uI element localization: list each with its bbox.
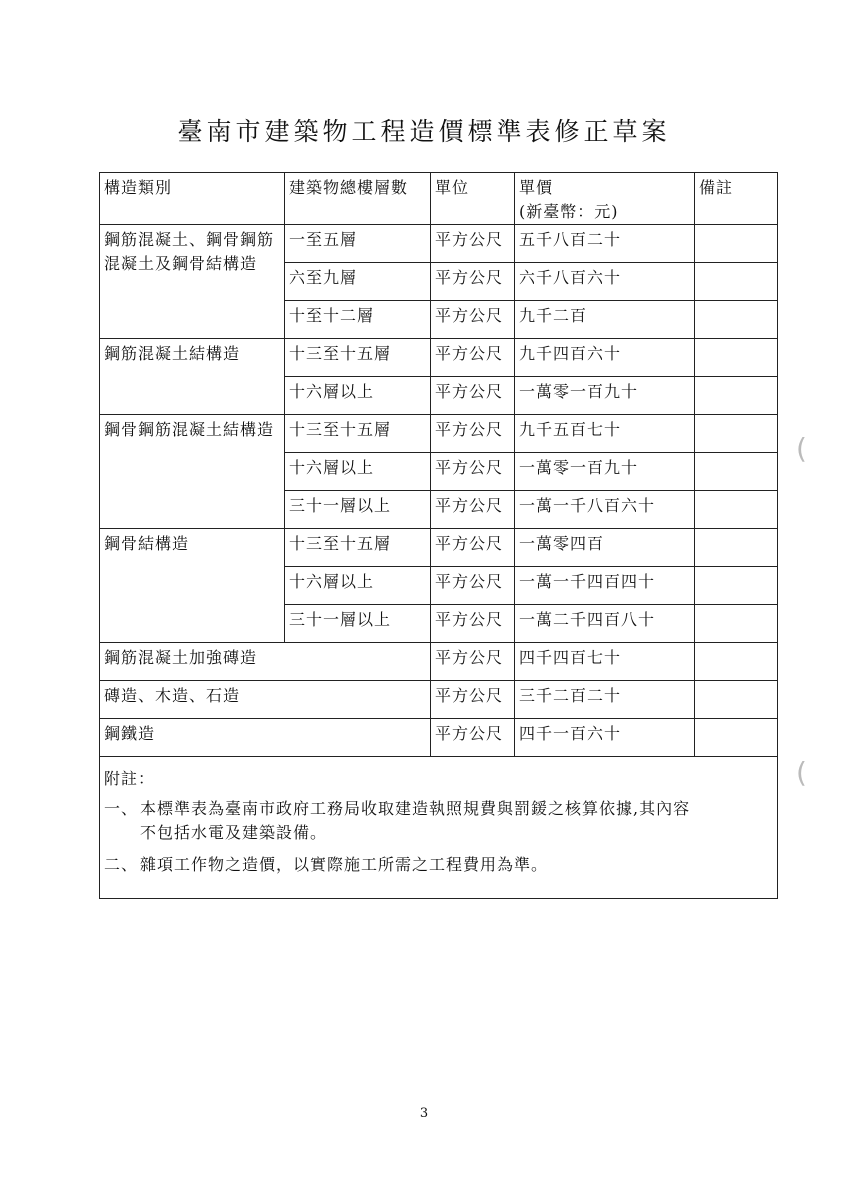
price-cell: 四千一百六十 bbox=[515, 719, 695, 757]
floors-cell: 十至十二層 bbox=[285, 301, 431, 339]
price-cell: 九千二百 bbox=[515, 301, 695, 339]
category-cell: 磚造、木造、石造 bbox=[100, 681, 431, 719]
unit-cell: 平方公尺 bbox=[431, 567, 515, 605]
unit-cell: 平方公尺 bbox=[431, 225, 515, 263]
unit-cell: 平方公尺 bbox=[431, 377, 515, 415]
header-price-label: 單價 bbox=[519, 178, 554, 197]
table-row bbox=[100, 529, 778, 567]
note-continuation: 不包括水電及建築設備。 bbox=[140, 823, 328, 842]
floors-cell: 十三至十五層 bbox=[285, 415, 431, 453]
notes-cell bbox=[100, 757, 778, 899]
notes-heading: 附註： bbox=[104, 769, 156, 788]
note-number: 二、 bbox=[104, 855, 139, 874]
category-cell: 鋼骨鋼筋混凝土結構造 bbox=[100, 415, 285, 529]
unit-cell: 平方公尺 bbox=[431, 491, 515, 529]
table-header-row bbox=[100, 173, 778, 225]
table-row bbox=[100, 339, 778, 377]
table-row bbox=[100, 681, 778, 719]
unit-cell: 平方公尺 bbox=[431, 301, 515, 339]
page-number: 3 bbox=[419, 1106, 429, 1121]
header-category: 構造類別 bbox=[100, 173, 285, 225]
table-row bbox=[100, 719, 778, 757]
unit-cell: 平方公尺 bbox=[431, 415, 515, 453]
floors-cell: 三十一層以上 bbox=[285, 605, 431, 643]
floors-cell: 十六層以上 bbox=[285, 567, 431, 605]
price-cell: 三千二百二十 bbox=[515, 681, 695, 719]
remarks-cell bbox=[695, 567, 778, 605]
document-title: 臺南市建築物工程造價標準表修正草案 bbox=[177, 117, 671, 146]
category-cell: 鋼筋混凝土加強磚造 bbox=[100, 643, 431, 681]
header-remarks: 備註 bbox=[695, 173, 778, 225]
price-cell: 六千八百六十 bbox=[515, 263, 695, 301]
floors-cell: 六至九層 bbox=[285, 263, 431, 301]
remarks-cell bbox=[695, 263, 778, 301]
header-unit: 單位 bbox=[431, 173, 515, 225]
unit-cell: 平方公尺 bbox=[431, 719, 515, 757]
remarks-cell bbox=[695, 339, 778, 377]
unit-cell: 平方公尺 bbox=[431, 529, 515, 567]
remarks-cell bbox=[695, 453, 778, 491]
category-cell: 鋼鐵造 bbox=[100, 719, 431, 757]
price-cell: 四千四百七十 bbox=[515, 643, 695, 681]
note-text: 雜項工作物之造價，以實際施工所需之工程費用為準。 bbox=[140, 855, 549, 874]
remarks-cell bbox=[695, 491, 778, 529]
category-cell: 鋼骨結構造 bbox=[100, 529, 285, 643]
scan-artifact-mark: ( bbox=[796, 756, 807, 789]
price-cell: 一萬一千四百四十 bbox=[515, 567, 695, 605]
remarks-cell bbox=[695, 719, 778, 757]
unit-cell: 平方公尺 bbox=[431, 605, 515, 643]
table-row bbox=[100, 415, 778, 453]
remarks-cell bbox=[695, 415, 778, 453]
floors-cell: 十六層以上 bbox=[285, 377, 431, 415]
price-cell: 九千五百七十 bbox=[515, 415, 695, 453]
note-item bbox=[104, 853, 773, 877]
unit-cell: 平方公尺 bbox=[431, 453, 515, 491]
unit-cell: 平方公尺 bbox=[431, 681, 515, 719]
price-cell: 一萬零一百九十 bbox=[515, 377, 695, 415]
price-cell: 一萬零四百 bbox=[515, 529, 695, 567]
remarks-cell bbox=[695, 529, 778, 567]
remarks-cell bbox=[695, 377, 778, 415]
remarks-cell bbox=[695, 681, 778, 719]
floors-cell: 三十一層以上 bbox=[285, 491, 431, 529]
table-row bbox=[100, 643, 778, 681]
unit-cell: 平方公尺 bbox=[431, 643, 515, 681]
scan-artifact-mark: ( bbox=[796, 432, 807, 465]
header-price-currency: (新臺幣：元) bbox=[519, 202, 619, 221]
header-price bbox=[515, 173, 695, 225]
unit-cell: 平方公尺 bbox=[431, 263, 515, 301]
category-cell: 鋼筋混凝土、鋼骨鋼筋混凝土及鋼骨結構造 bbox=[100, 225, 285, 339]
note-number: 一、 bbox=[104, 799, 139, 818]
floors-cell: 十六層以上 bbox=[285, 453, 431, 491]
note-text: 本標準表為臺南市政府工務局收取建造執照規費與罰鍰之核算依據,其內容 bbox=[140, 799, 691, 818]
category-cell: 鋼筋混凝土結構造 bbox=[100, 339, 285, 415]
cost-standard-table bbox=[99, 172, 778, 899]
remarks-cell bbox=[695, 225, 778, 263]
remarks-cell bbox=[695, 301, 778, 339]
price-cell: 一萬零一百九十 bbox=[515, 453, 695, 491]
price-cell: 一萬二千四百八十 bbox=[515, 605, 695, 643]
remarks-cell bbox=[695, 605, 778, 643]
price-cell: 五千八百二十 bbox=[515, 225, 695, 263]
floors-cell: 十三至十五層 bbox=[285, 529, 431, 567]
floors-cell: 一至五層 bbox=[285, 225, 431, 263]
note-item bbox=[104, 797, 773, 845]
price-cell: 九千四百六十 bbox=[515, 339, 695, 377]
table-row bbox=[100, 225, 778, 263]
floors-cell: 十三至十五層 bbox=[285, 339, 431, 377]
remarks-cell bbox=[695, 643, 778, 681]
header-floors: 建築物總樓層數 bbox=[285, 173, 431, 225]
notes-row bbox=[100, 757, 778, 899]
price-cell: 一萬一千八百六十 bbox=[515, 491, 695, 529]
unit-cell: 平方公尺 bbox=[431, 339, 515, 377]
